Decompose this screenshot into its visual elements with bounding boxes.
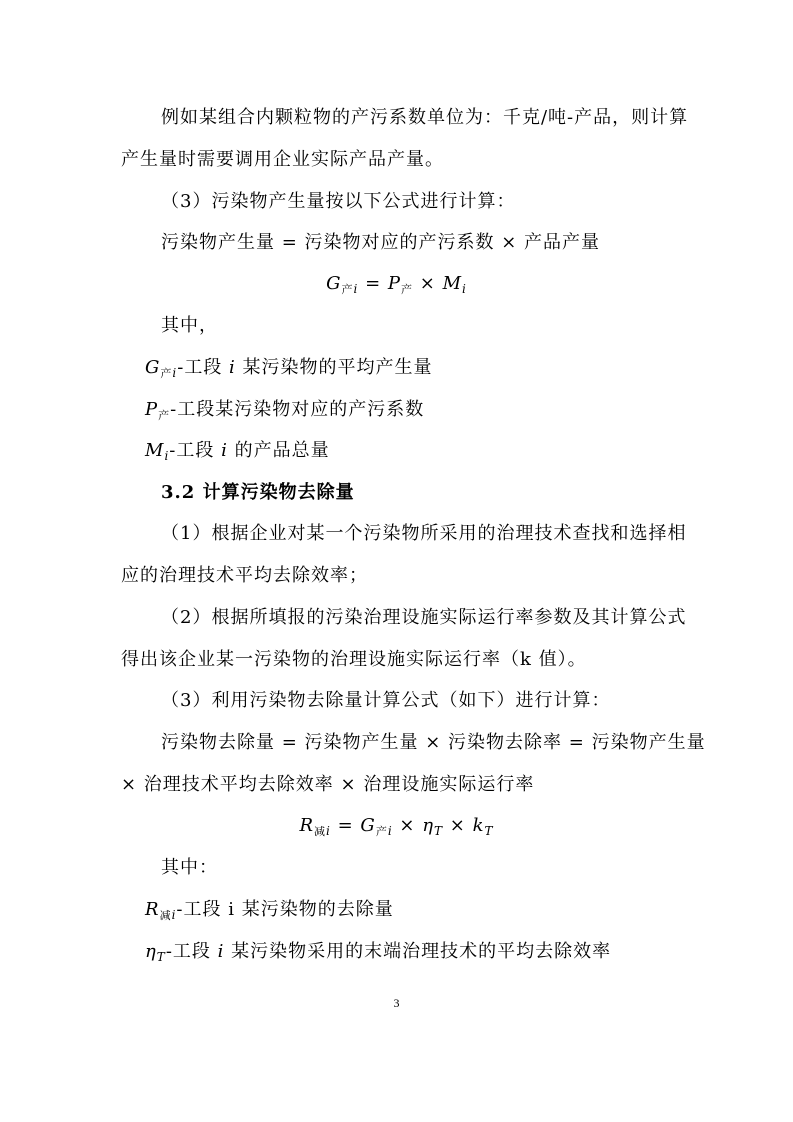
paragraph-line: （2）根据所填报的污染治理设施实际运行率参数及其计算公式 (161, 607, 687, 628)
definition-line: $G_{产i}-$工段 i 某污染物的平均产生量 (145, 357, 433, 380)
definition-line: $R_{减i}-$工段 i 某污染物的去除量 (145, 899, 394, 922)
paragraph-line: 应的治理技术平均去除效率； (121, 565, 368, 586)
definition-line: $\eta_T-$工段 i 某污染物采用的末端治理技术的平均去除效率 (145, 941, 612, 964)
paragraph-line: （3）污染物产生量按以下公式进行计算： (161, 191, 516, 212)
paragraph-line: 产生量时需要调用企业实际产品产量。 (121, 149, 444, 170)
section-heading: 3.2 计算污染物去除量 (161, 482, 355, 503)
definition-line: $M_i-$工段 i 的产品总量 (145, 440, 330, 463)
paragraph-line: 其中， (161, 315, 218, 336)
paragraph-line: 例如某组合内颗粒物的产污系数单位为：千克/吨-产品，则计算 (161, 107, 689, 128)
formula-production: $G_{产i} = P_产 \times M_i$ (326, 273, 467, 296)
paragraph-line: （1）根据企业对某一个污染物所采用的治理技术查找和选择相 (161, 523, 687, 544)
paragraph-line: 其中： (161, 857, 218, 878)
definition-line: $P_产-$工段某污染物对应的产污系数 (145, 399, 425, 422)
paragraph-line: 得出该企业某一污染物的治理设施实际运行率（k 值）。 (121, 649, 587, 670)
page-number: 3 (393, 996, 400, 1010)
formula-text: 污染物产生量 = 污染物对应的产污系数 × 产品产量 (161, 232, 601, 253)
paragraph-line: （3）利用污染物去除量计算公式（如下）进行计算： (161, 690, 611, 711)
formula-removal: $R_{减i} = G_{产i} \times \eta_T \times k_T$ (299, 815, 494, 838)
formula-text: 污染物去除量 = 污染物产生量 × 污染物去除率 = 污染物产生量 (161, 732, 706, 753)
formula-text: × 治理技术平均去除效率 × 治理设施实际运行率 (121, 774, 535, 795)
